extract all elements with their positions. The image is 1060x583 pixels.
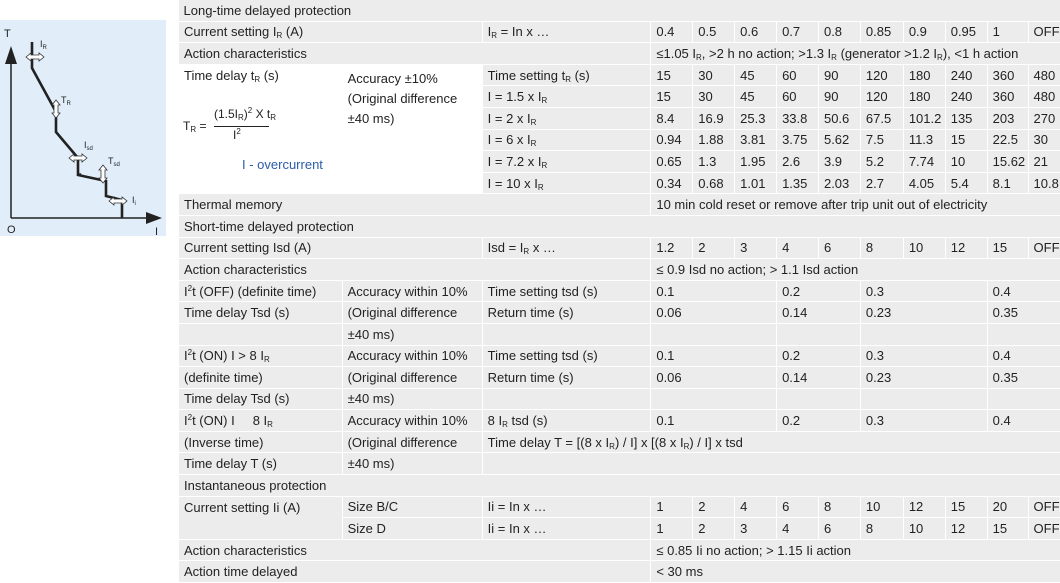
value-cell: 120 [860,86,903,108]
value-cell: 33.8 [777,107,819,129]
value-cell: 270 [1028,107,1060,129]
formula-fraction-bar [214,126,269,127]
instant-delay-row [179,561,1060,583]
value-cell: 5.62 [818,129,860,151]
i2t-inverse-label: $I^2t$ (ON) I 8 $I_R$ [179,410,343,432]
ir-label: $I_R$ [40,39,48,51]
value-cell: 16.9 [693,107,735,129]
value-cell: 15.62 [987,151,1028,173]
value-cell: 8.1 [987,172,1028,194]
value-cell: 0.35 [987,302,1060,324]
value-cell: 0.14 [777,367,861,389]
ii-label: $I_i$ [132,195,136,207]
value-cell: 3.9 [818,151,860,173]
row-label: I = 1.5 x $I_R$ [482,86,651,108]
value-cell: 0.4 [987,345,1060,367]
value-cell: 0.23 [860,367,987,389]
value-cell: 4 [735,496,777,518]
value-cell: 15 [945,496,987,518]
i2t-on-row-3 [179,388,1060,410]
value-cell: 60 [777,86,819,108]
action-label: Action characteristics [179,539,651,561]
value-cell: 0.5 [693,21,735,43]
value-cell: 0.3 [860,345,987,367]
return-time-label: Return time (s) [482,302,651,324]
value-cell: 45 [735,64,777,86]
value-cell: OFF [1028,237,1060,259]
thermal-value: 10 min cold reset or remove after trip unit out of electricity [651,194,1060,216]
value-cell: 8 [860,518,903,540]
value-cell: 0.14 [777,302,861,324]
value-cell: 0.68 [693,172,735,194]
value-cell: 6 [818,518,860,540]
value-cell: 360 [987,86,1028,108]
value-cell: 0.34 [651,172,693,194]
accuracy-note: (Original difference [342,302,482,324]
formula-denominator: $I^2$ [233,128,241,142]
current-setting-label: Current setting Ii (A) [179,496,343,539]
instantaneous-section-header [179,475,1060,497]
current-formula: Ii = In x … [482,518,651,540]
row-label: I = 7.2 x $I_R$ [482,151,651,173]
trip-curve-svg [0,20,166,236]
time-delay-label: Time delay $t_R$ (s) [179,64,343,194]
value-cell: 135 [945,107,987,129]
value-cell: 2.6 [777,151,819,173]
value-cell: 0.4 [987,280,1060,302]
t-axis-label: T [4,28,11,40]
value-cell: 12 [945,237,987,259]
value-cell: 21 [1028,151,1060,173]
definite-time-label: (definite time) [179,367,343,389]
value-cell: 360 [987,64,1028,86]
value-cell: 180 [903,64,945,86]
value-cell: 0.2 [777,345,861,367]
value-cell: 1.01 [735,172,777,194]
i2t-on-label: $I^2t$ (ON) I > 8 $I_R$ [179,345,343,367]
blank-cell [987,388,1060,410]
tsd-label: $T_{sd}$ [108,156,120,168]
size-label: Size D [342,518,482,540]
value-cell: 240 [945,64,987,86]
value-cell: 0.06 [651,367,777,389]
value-cell: 101.2 [903,107,945,129]
section-title: Long-time delayed protection [179,0,1060,21]
blank-cell [777,323,861,345]
value-cell: 4.05 [903,172,945,194]
value-cell: 1.88 [693,129,735,151]
value-cell: 0.06 [651,302,777,324]
action-value: ≤ 0.9 Isd no action; > 1.1 Isd action [651,259,1060,281]
value-cell: OFF [1028,496,1060,518]
value-cell: 12 [945,518,987,540]
value-cell: 1 [987,21,1028,43]
value-cell: 0.3 [860,280,987,302]
value-cell: 2 [693,237,735,259]
blank-cell [179,323,343,345]
value-cell: 22.5 [987,129,1028,151]
blank-cell [651,388,777,410]
blank-cell [860,388,987,410]
short-time-action-row [179,259,1060,281]
value-cell: 0.1 [651,345,777,367]
accuracy-note: ±40 ms) [342,323,482,345]
value-cell: 10 [903,518,945,540]
blank-cell [482,388,651,410]
value-cell: 0.2 [777,410,861,432]
value-cell: 4 [777,518,819,540]
value-cell: 15 [987,518,1028,540]
blank-cell [987,323,1060,345]
accuracy-note: (Original difference [342,431,482,453]
current-setting-label: Current setting $I_R$ (A) [179,21,483,43]
value-cell: 11.3 [903,129,945,151]
value-cell: 5.2 [860,151,903,173]
value-cell: 5.4 [945,172,987,194]
i-axis-arrow [146,212,162,224]
inverse-time-label: (Inverse time) [179,431,343,453]
value-cell: 0.23 [860,302,987,324]
value-cell: 2.03 [818,172,860,194]
value-cell: 8.4 [651,107,693,129]
current-formula: $I_R = In$ x … [482,21,651,43]
value-cell: 0.85 [860,21,903,43]
value-cell: 15 [945,129,987,151]
action-delay-value: < 30 ms [651,561,1060,583]
adjust-arrows [26,53,127,205]
current-formula: Isd = $I_R$ x … [482,237,651,259]
section-title: Short-time delayed protection [179,215,1060,237]
value-cell: 0.4 [987,410,1060,432]
blank-cell [860,323,987,345]
value-cell: 0.2 [777,280,861,302]
trip-curve-line [32,42,122,218]
value-cell: 8 [860,237,903,259]
value-cell: 0.6 [735,21,777,43]
inverse-formula: Time delay T = [(8 x $I_R) / I$] x [(8 x $I_R) / I$] x tsd [482,431,1060,453]
value-cell: 0.94 [651,129,693,151]
value-cell: 90 [818,86,860,108]
time-delay-label: Time delay Tsd (s) [179,388,343,410]
thermal-memory-row [179,194,1060,216]
value-cell: 60 [777,64,819,86]
ir-adjust-arrow [26,53,44,61]
row-label: I = 10 x $I_R$ [482,172,651,194]
value-cell: 10 [903,237,945,259]
current-formula: Ii = In x … [482,496,651,518]
value-cell: 0.65 [651,151,693,173]
action-label: Action characteristics [179,259,651,281]
value-cell: 3.81 [735,129,777,151]
value-cell: 4 [777,237,819,259]
i2t-inverse-row-3 [179,453,1060,475]
accuracy-note: Accuracy within 10% [342,345,482,367]
value-cell: 10 [945,151,987,173]
value-cell: 6 [818,237,860,259]
value-cell: 90 [818,64,860,86]
value-cell: 1.35 [777,172,819,194]
value-cell: OFF [1028,21,1060,43]
accuracy-note: (Original difference [342,367,482,389]
blank-cell [651,323,777,345]
value-cell: 2 [693,518,735,540]
value-cell: 0.7 [777,21,819,43]
value-cell: OFF [1028,518,1060,540]
value-cell: 120 [860,64,903,86]
i2t-on-row-2 [179,367,1060,389]
action-delay-label: Action time delayed [179,561,651,583]
value-cell: 15 [651,64,693,86]
instant-action-row [179,539,1060,561]
accuracy-note: Accuracy within 10% [342,280,482,302]
trip-curve-diagram [0,20,166,236]
value-cell: 15 [987,237,1028,259]
value-cell: 50.6 [818,107,860,129]
long-time-section-header [179,0,1060,21]
time-delay-label: Time delay Tsd (s) [179,302,343,324]
value-cell: 0.35 [987,367,1060,389]
i2t-inverse-row-2 [179,431,1060,453]
value-cell: 1 [651,518,693,540]
long-time-action-row [179,43,1060,65]
blank-cell [777,388,861,410]
i2t-off-row-2 [179,302,1060,324]
time-delay-label: Time delay T (s) [179,453,343,475]
accuracy-note: Accuracy within 10% [342,410,482,432]
value-cell: 10 [860,496,903,518]
value-cell: 0.4 [651,21,693,43]
value-cell: 3 [735,518,777,540]
value-cell: 0.9 [903,21,945,43]
value-cell: 0.95 [945,21,987,43]
value-cell: 6 [777,496,819,518]
value-cell: 45 [735,86,777,108]
value-cell: 20 [987,496,1028,518]
time-setting-label: Time setting tsd (s) [482,280,651,302]
value-cell: 25.3 [735,107,777,129]
i2t-off-row-1 [179,280,1060,302]
blank-cell [482,323,651,345]
current-setting-label: Current setting Isd (A) [179,237,483,259]
value-cell: 67.5 [860,107,903,129]
value-cell: 480 [1028,64,1060,86]
value-cell: 15 [651,86,693,108]
value-cell: 30 [693,86,735,108]
i2t-inverse-row-1 [179,410,1060,432]
i-axis-label: I [155,226,158,236]
tr-label: $T_R$ [61,95,72,107]
value-cell: 0.3 [860,410,987,432]
time-setting-label: Time setting tsd (s) [482,345,651,367]
value-cell: 203 [987,107,1028,129]
value-cell: 7.74 [903,151,945,173]
value-cell: 180 [903,86,945,108]
i2t-off-row-3 [179,323,1060,345]
short-time-current-row [179,237,1060,259]
size-label: Size B/C [342,496,482,518]
action-label: Action characteristics [179,43,651,65]
value-cell: 0.1 [651,280,777,302]
value-cell: 480 [1028,86,1060,108]
value-cell: 2.7 [860,172,903,194]
value-cell: 0.8 [818,21,860,43]
value-cell: 0.1 [651,410,777,432]
value-cell: 8 [818,496,860,518]
value-cell: 240 [945,86,987,108]
value-cell: 7.5 [860,129,903,151]
origin-label: O [7,224,16,236]
blank-cell [482,453,1060,475]
time-setting-label: Time setting $t_R$ (s) [482,64,651,86]
action-value: ≤ 0.85 Ii no action; > 1.15 Ii action [651,539,1060,561]
isd-label: $I_{sd}$ [84,140,93,152]
i2t-off-label: $I^2t$ (OFF) (definite time) [179,280,343,302]
value-cell: 30 [1028,129,1060,151]
formula-lhs: $T_R$ = [183,119,206,133]
value-cell: 12 [903,496,945,518]
formula-numerator: $(1.5I_R)^2$ X $t_R$ [214,107,276,121]
action-value: ≤1.05 $I_R$, >2 h no action; >1.3 $I_R$ (generator >1.2 $I_R$), <1 h action [651,43,1060,65]
accuracy-note: ±40 ms) [342,388,482,410]
i2t-on-row-1 [179,345,1060,367]
t-axis-arrow [5,46,17,64]
value-cell: 3 [735,237,777,259]
protection-settings-table [178,0,1060,583]
tr-formula [183,107,335,153]
instant-bc-row [179,496,1060,518]
value-cell: 30 [693,64,735,86]
row-label: I = 6 x $I_R$ [482,129,651,151]
overcurrent-caption: I - overcurrent [242,157,323,172]
short-time-section-header [179,215,1060,237]
return-time-label: Return time (s) [482,367,651,389]
accuracy-note: ±40 ms) [342,453,482,475]
long-time-setting-row [179,64,1060,86]
value-cell: 1.95 [735,151,777,173]
value-cell: 2 [693,496,735,518]
value-cell: 1.2 [651,237,693,259]
value-cell: 1 [651,496,693,518]
value-cell: 10.8 [1028,172,1060,194]
long-time-current-row [179,21,1060,43]
value-cell: 1.3 [693,151,735,173]
thermal-label: Thermal memory [179,194,651,216]
value-cell: 3.75 [777,129,819,151]
accuracy-note: Accuracy ±10% (Original difference ±40 ms) [342,64,482,194]
inverse-tsd-label: 8 $I_R$ tsd (s) [482,410,651,432]
section-title: Instantaneous protection [179,475,1060,497]
row-label: I = 2 x $I_R$ [482,107,651,129]
